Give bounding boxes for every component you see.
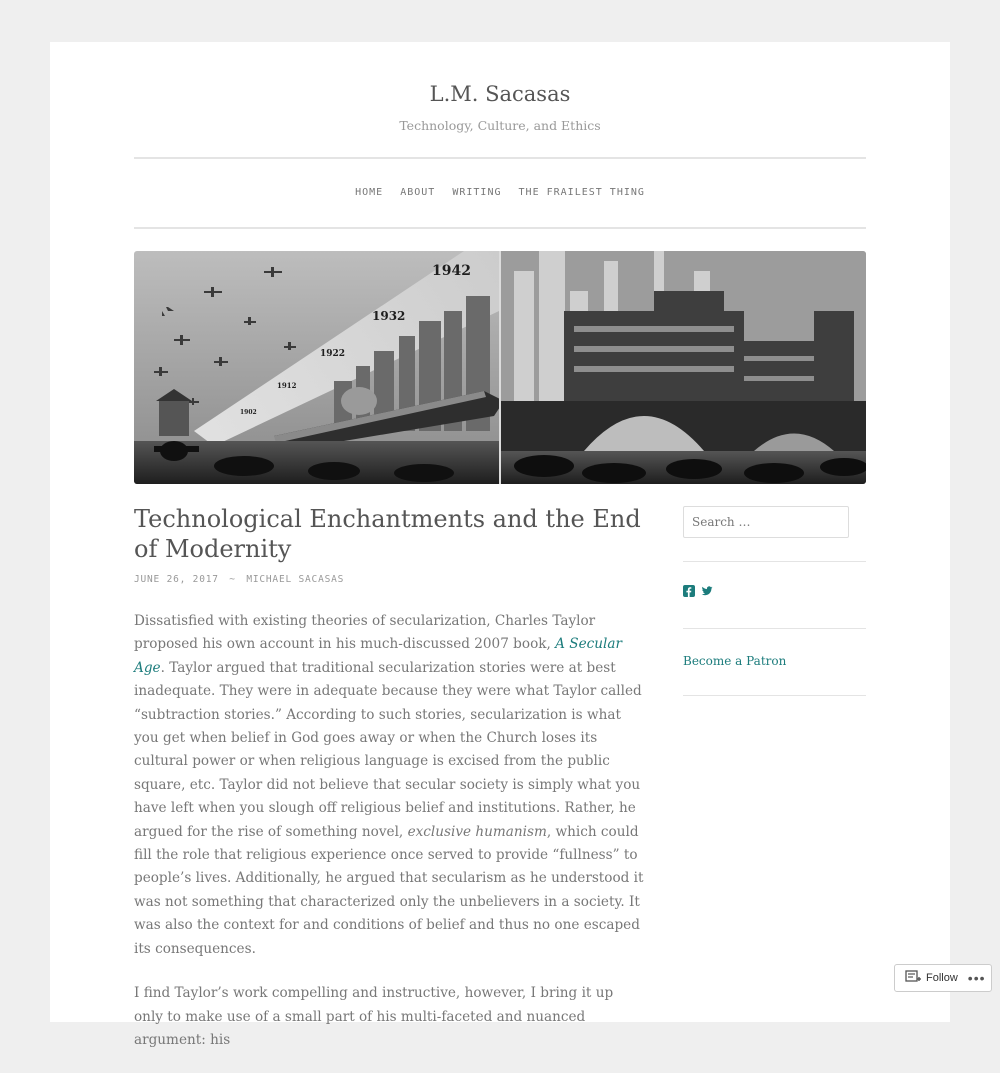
post-author[interactable]: MICHAEL SACASAS (246, 574, 345, 585)
header-divider (134, 157, 866, 159)
nav-item-about[interactable]: ABOUT (400, 187, 436, 198)
widget-divider (683, 561, 866, 562)
social-links (683, 582, 713, 594)
post-paragraph (134, 610, 644, 961)
post-meta (134, 574, 344, 585)
nav-divider (134, 227, 866, 229)
widget-divider (683, 695, 866, 696)
hero-year-1932: 1932 (372, 309, 406, 323)
nav-item-the-frailest-thing[interactable]: THE FRAILEST THING (518, 187, 645, 198)
follow-button[interactable] (895, 970, 964, 987)
more-options-button[interactable]: ••• (967, 970, 986, 986)
book-link[interactable]: A Secular Age (134, 636, 622, 676)
page-container (50, 42, 950, 1048)
emphasis-text: exclusive humanism (407, 823, 547, 840)
featured-image (134, 251, 866, 484)
widget-divider (683, 628, 866, 629)
main-navigation (50, 187, 950, 198)
facebook-icon[interactable] (683, 582, 695, 594)
become-patron-link[interactable]: Become a Patron (683, 654, 787, 668)
wordpress-follow-icon (905, 970, 921, 987)
post-content (134, 610, 644, 1073)
follow-label: Follow (926, 972, 958, 984)
meta-separator: ~ (229, 574, 236, 585)
site-tagline: Technology, Culture, and Ethics (399, 118, 601, 133)
hero-year-1902: 1902 (240, 409, 257, 416)
twitter-icon[interactable] (701, 582, 713, 594)
hero-year-1912: 1912 (277, 381, 297, 390)
site-title[interactable]: L.M. Sacasas (429, 82, 571, 106)
search-input[interactable] (683, 506, 849, 538)
post-date[interactable]: JUNE 26, 2017 (134, 574, 219, 585)
nav-item-writing[interactable]: WRITING (452, 187, 502, 198)
paragraph-text: , which could fill the role that religious experience once served to provide “fullness” to people’s lives. Additionally, he argued that secularism as he understood it was not something that characterized only the unbelievers in a society. It was also the context for and conditions of belief and thus no one escaped its consequences. (134, 823, 644, 957)
post-title[interactable]: Technological Enchantments and the End of Modernity (134, 505, 641, 563)
post-paragraph: I find Taylor’s work compelling and instructive, however, I bring it up only to make use of a small part of his multi-faceted and nuanced argument: his (134, 985, 614, 1048)
hero-year-1942: 1942 (432, 263, 471, 279)
follow-bar (894, 964, 992, 992)
paragraph-text: . Taylor argued that traditional secularization stories were at best inadequate. They were in adequate because they were what Taylor called “subtraction stories.” According to such stories, secularization is what you get when belief in God goes away or when the Church loses its cultural power or when religious language is excised from the public square, etc. Taylor did not believe that secular society is simply what you have left when you slough off religious belief and institutions. Rather, he argued for the rise of something novel, (134, 659, 642, 840)
hero-year-1922: 1922 (320, 349, 346, 359)
paragraph-text: Dissatisfied with existing theories of secularization, Charles Taylor proposed his own account in his much-discussed 2007 book, (134, 613, 596, 653)
nav-item-home[interactable]: HOME (355, 187, 384, 198)
